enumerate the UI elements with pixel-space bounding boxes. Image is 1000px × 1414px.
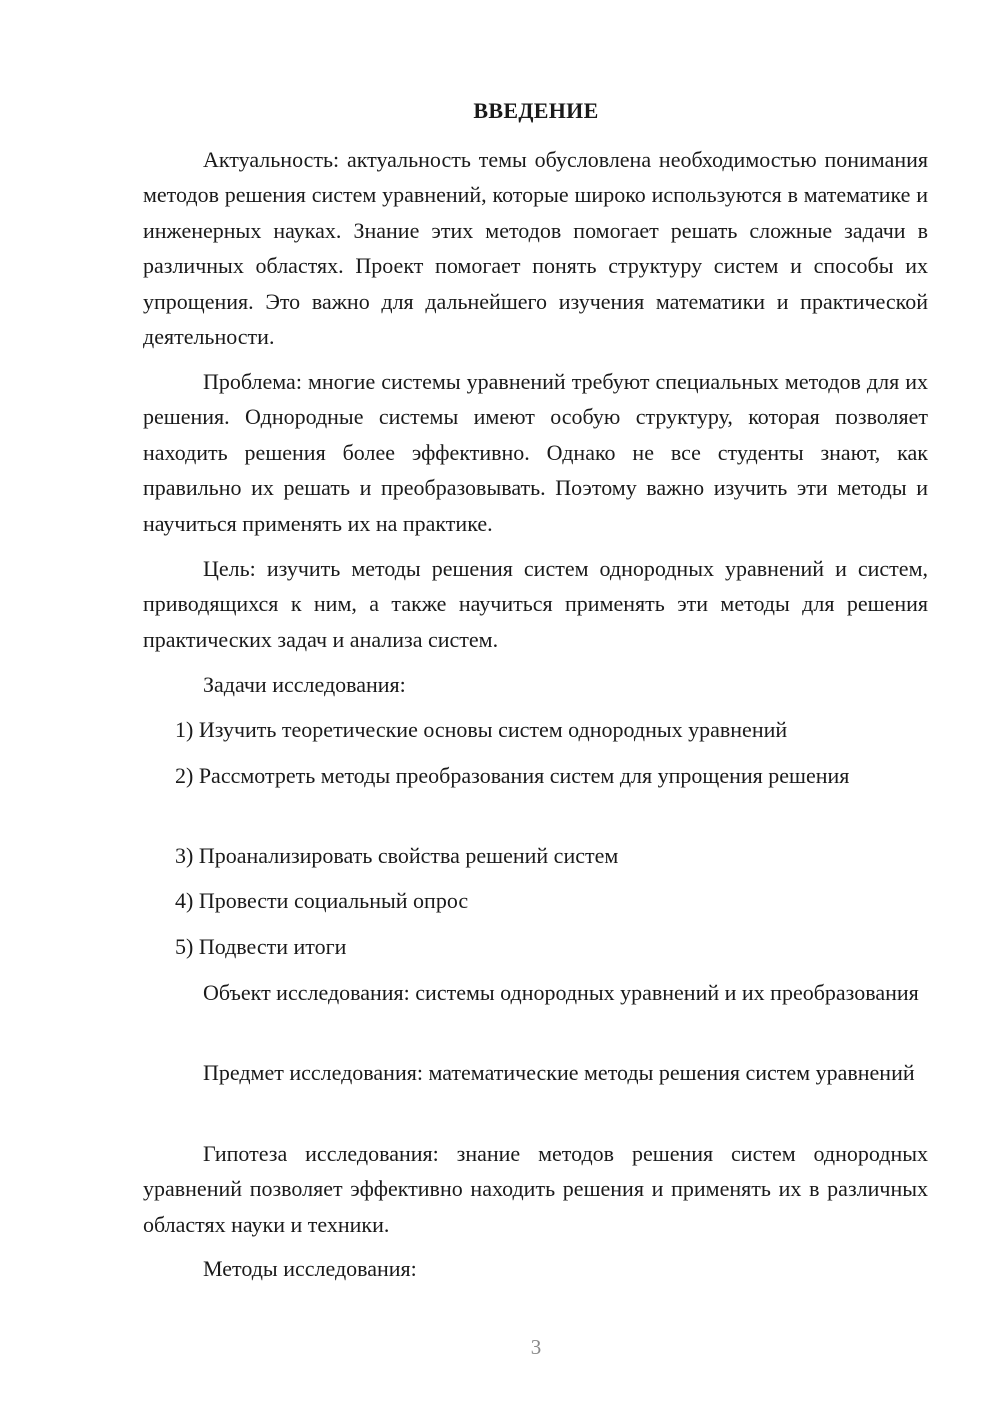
task-item-5-block <box>143 929 928 964</box>
subject-paragraph-block <box>143 1055 928 1090</box>
task-item-4: 4) Провести социальный опрос <box>175 888 469 913</box>
task-item-4-block <box>143 883 928 918</box>
hypothesis-paragraph: Гипотеза исследования: знание методов решения систем однородных уравнений позволяет эффективно находить решения и применять их в различных областях науки и техники. <box>143 1141 928 1237</box>
task-item-2-block <box>143 758 928 793</box>
task-item-5: 5) Подвести итоги <box>175 934 347 959</box>
relevance-paragraph: Актуальность: актуальность темы обусловлена необходимостью понимания методов решения систем уравнений, которые широко используются в математике и инженерных науках. Знание этих методов помогает решать сложные задачи в различных областях. Проект помогает понять структуру систем и способы их упрощения. Это важно для дальнейшего изучения математики и практической деятельности. <box>143 147 928 350</box>
goal-paragraph: Цель: изучить методы решения систем однородных уравнений и систем, приводящихся к ним, а также научиться применять эти методы для решения практических задач и анализа систем. <box>143 556 928 652</box>
task-item-3-block <box>143 838 928 873</box>
methods-heading-block <box>143 1251 928 1286</box>
subject-paragraph: Предмет исследования: математические методы решения систем уравнений <box>203 1060 915 1085</box>
tasks-heading: Задачи исследования: <box>203 672 406 697</box>
problem-paragraph: Проблема: многие системы уравнений требуют специальных методов для их решения. Однородные системы имеют особую структуру, которая позволяет находить решения более эффективно. Однако не все студенты знают, как правильно их решать и преобразовывать. Поэтому важно изучить эти методы и научиться применять их на практике. <box>143 369 928 536</box>
goal-paragraph-block <box>143 551 928 657</box>
task-item-1-block <box>143 712 928 747</box>
hypothesis-paragraph-block <box>143 1136 928 1242</box>
task-item-1: 1) Изучить теоретические основы систем однородных уравнений <box>175 717 788 742</box>
task-item-3: 3) Проанализировать свойства решений систем <box>175 843 619 868</box>
task-item-2: 2) Рассмотреть методы преобразования систем для упрощения решения <box>175 763 850 788</box>
methods-heading: Методы исследования: <box>203 1256 417 1281</box>
problem-paragraph-block <box>143 364 928 541</box>
relevance-paragraph-block <box>143 142 928 354</box>
page-number: 3 <box>530 1335 542 1359</box>
object-paragraph-block <box>143 975 928 1010</box>
tasks-heading-block <box>143 667 928 702</box>
object-paragraph: Объект исследования: системы однородных уравнений и их преобразования <box>203 980 919 1005</box>
page-title: ВВЕДЕНИЕ <box>473 98 599 123</box>
